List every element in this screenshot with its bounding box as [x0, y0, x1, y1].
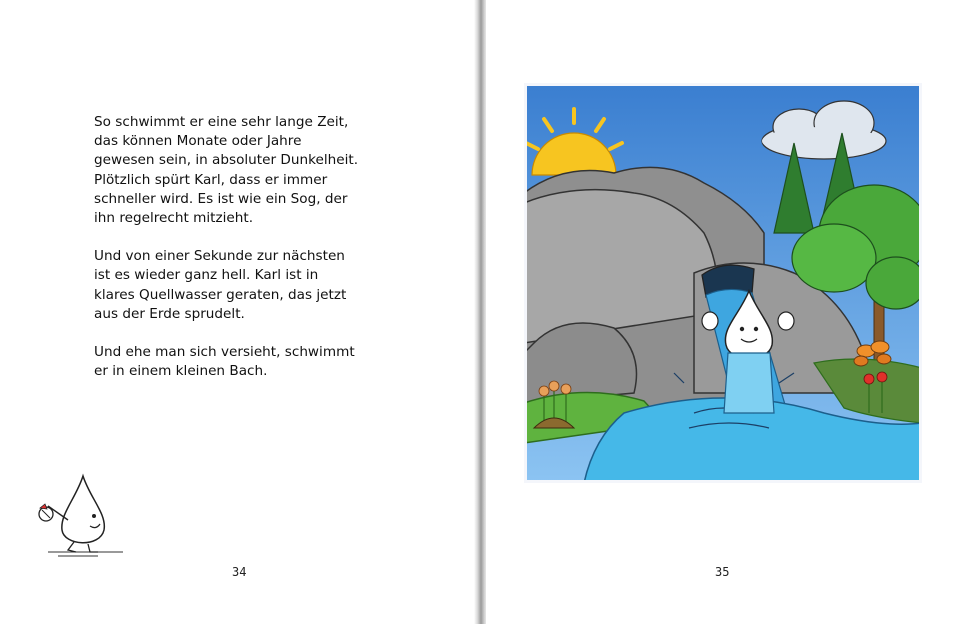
water-drop-traveler-icon: [28, 468, 128, 564]
water-column: [724, 353, 774, 413]
left-page: [0, 0, 478, 624]
page-number-left: 34: [232, 565, 247, 579]
story-text: [94, 113, 384, 400]
right-page: [486, 0, 964, 624]
page-number-right: 35: [715, 565, 730, 579]
paragraph-1: So schwimmt er eine sehr lange Zeit, das können Monate oder Jahre gewesen sein, in absoluter Dunkelheit. Plötzlich spürt Karl, dass er immer schneller wird. Es ist wie ein Sog, der ihn regelrecht mitzieht.: [94, 114, 359, 227]
waterfall-scene-illustration: [524, 83, 922, 483]
paragraph-2: Und von einer Sekunde zur nächsten ist es wieder ganz hell. Karl ist in klares Quellwasser geraten, das jetzt aus der Erde sprudelt.: [94, 248, 347, 322]
paragraph-3: Und ehe man sich versieht, schwimmt er in einem kleinen Bach.: [94, 344, 355, 380]
